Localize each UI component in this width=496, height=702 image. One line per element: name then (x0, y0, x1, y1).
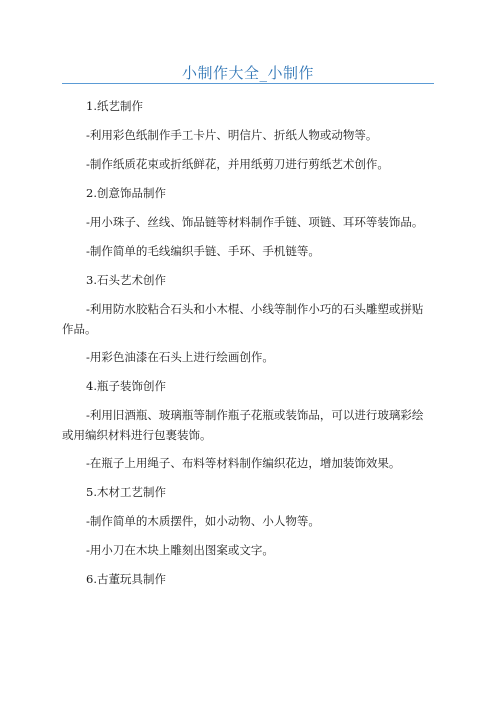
heading-woodcraft: 5.木材工艺制作 (86, 485, 166, 499)
paragraph: -制作纸质花束或折纸鲜花，并用纸剪刀进行剪纸艺术创作。 (86, 157, 389, 171)
heading-antique-toys: 6.古董玩具制作 (86, 572, 166, 586)
paragraph: -利用防水胶粘合石头和小木棍、小线等制作小巧的石头雕塑或拼贴作品。 (62, 302, 424, 336)
paragraph: -用小刀在木块上雕刻出图案或文字。 (86, 543, 274, 557)
heading-bottle-decoration: 4.瓶子装饰创作 (86, 379, 166, 393)
document-title: 小制作大全_小制作 (181, 64, 314, 82)
heading-stone-art: 3.石头艺术创作 (86, 273, 166, 287)
paragraph: -在瓶子上用绳子、布料等材料制作编织花边，增加装饰效果。 (86, 456, 401, 470)
paragraph: -制作简单的毛线编织手链、手环、手机链等。 (86, 244, 320, 258)
paragraph: -用彩色油漆在石头上进行绘画创作。 (86, 350, 274, 364)
heading-accessory-craft: 2.创意饰品制作 (86, 186, 166, 200)
paragraph: -制作简单的木质摆件，如小动物、小人物等。 (86, 514, 320, 528)
paragraph: -利用彩色纸制作手工卡片、明信片、折纸人物或动物等。 (86, 128, 378, 142)
paragraph: -用小珠子、丝线、饰品链等材料制作手链、项链、耳环等装饰品。 (86, 215, 424, 229)
heading-paper-craft: 1.纸艺制作 (86, 99, 143, 113)
title-underline (62, 83, 434, 84)
paragraph: -利用旧酒瓶、玻璃瓶等制作瓶子花瓶或装饰品，可以进行玻璃彩绘或用编织材料进行包裹装饰。 (62, 408, 424, 442)
